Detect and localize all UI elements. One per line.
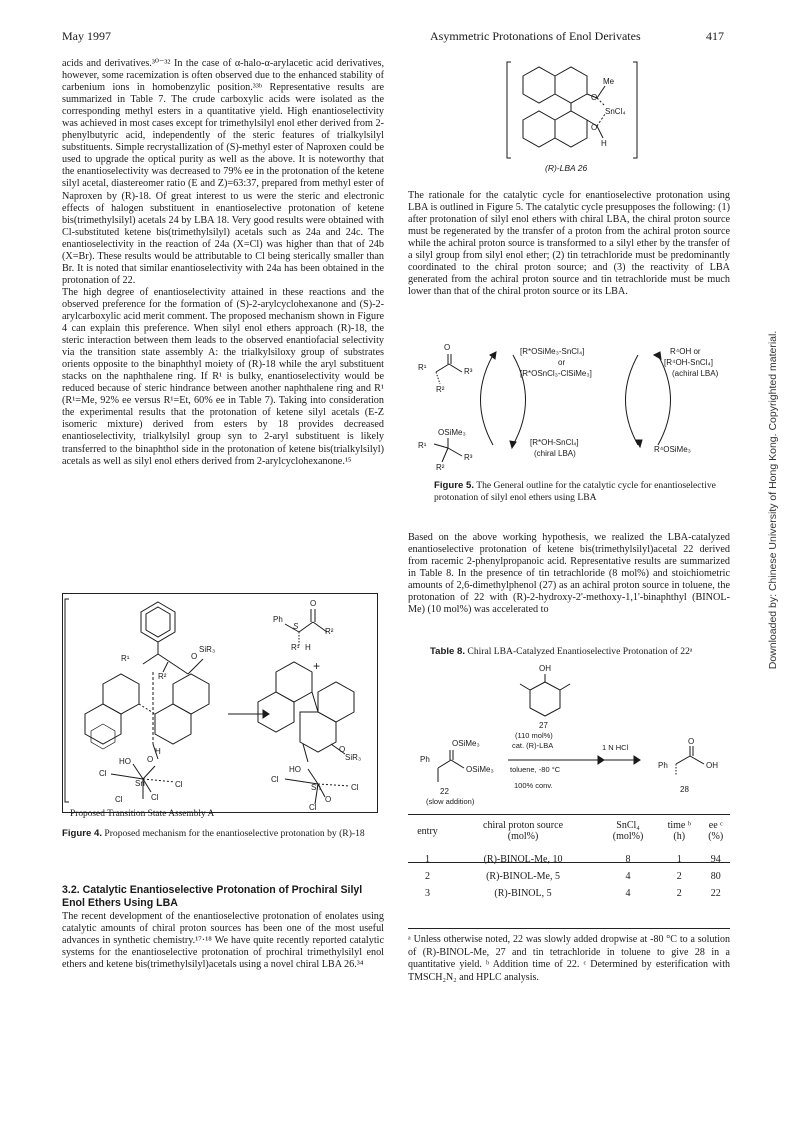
svg-text:1 N HCl: 1 N HCl: [602, 743, 629, 752]
svg-text:O: O: [444, 343, 451, 352]
svg-text:22: 22: [440, 787, 449, 796]
svg-text:R¹: R¹: [418, 363, 427, 372]
right-paragraph-1: The rationale for the catalytic cycle for enantioselective protonation using LBA is outlined in Figure 5. The catalytic cycle presupposes the following: (1) after protonation of silyl enol ethers with chiral LBA, the chiral proton source must be regenerated by the transfer of a proton from the achiral proton source while the achiral proton source is transformed to a silyl ether by the transfer of a silyl group from silyl enol ether; (2) tin tetrachloride must be predominantly coordinated to the chiral proton source; and (3) the reactivity of LBA generated from the achiral proton source and tin tetrachloride must be much lower than that of the chiral proton source or its LBA.: [408, 190, 730, 298]
svg-text:or: or: [558, 358, 566, 367]
table-header-rule: [408, 862, 730, 863]
svg-text:R²: R²: [158, 672, 167, 681]
right-paragraph-2: Based on the above working hypothesis, we realized the LBA-catalyzed enantioselective protonation of ketene bis(trimethylsilyl)acetal 22 derived from racemic 2-phenylpropanoic acid. Representative results are summarized in Table 8. In the presence of tin tetrachloride (8 mol%) and stoichiometric amounts of 2,6-dimethylphenol (27) as an achiral proton source in toluene, the protonation of 22 with (R)-2-hydroxy-2'-methoxy-1,1'-binaphthyl (BINOL-Me) (10 mol%) was accelerated to: [408, 532, 730, 616]
svg-text:[R*OSiMe₃-SnCl₄]: [R*OSiMe₃-SnCl₄]: [520, 347, 585, 356]
header-title: Asymmetric Protonations of Enol Derivates: [430, 29, 641, 43]
svg-text:28: 28: [680, 785, 689, 794]
svg-text:OSiMe₃: OSiMe₃: [452, 739, 480, 748]
table-8-footnote: ᵃ Unless otherwise noted, 22 was slowly added dropwise at -80 °C to a solution of (R)-BINOL-Me, 27 and tin tetrachloride in toluene to give 28 in a quantitative yield. ᵇ Addition time of 22. ᶜ Determined by esterification with TMSCH₂N₂ and HPLC analysis.: [408, 934, 730, 983]
svg-text:Ph: Ph: [420, 755, 430, 764]
svg-text:OH: OH: [539, 664, 551, 673]
table-bottom-rule: [408, 928, 730, 929]
svg-text:[R*OH-SnCl₄]: [R*OH-SnCl₄]: [530, 438, 579, 447]
section-text: The recent development of the enantioselective protonation of enolates using catalytic amounts of chiral proton sources has been one of the most useful advances in synthetic chemistry.¹⁷·¹⁸ We have quite recently reported catalytic systems for the enantioselective protonation of prochiral trimethylsilyl enol ethers and ketene bis(trimethylsilyl)acetals using a novel chiral LBA 26.³⁴: [62, 911, 384, 971]
svg-text:O: O: [310, 599, 317, 608]
svg-text:R⁴OSiMe₃: R⁴OSiMe₃: [654, 445, 691, 454]
left-text-block: [62, 58, 384, 468]
svg-text:R³: R³: [464, 453, 473, 462]
lba-26-structure: [505, 58, 645, 176]
svg-text:[R*OSnCl₃-ClSiMe₃]: [R*OSnCl₃-ClSiMe₃]: [520, 369, 592, 378]
svg-text:R¹: R¹: [291, 643, 300, 652]
table-8-title: Table 8. Chiral LBA-Catalyzed Enantioselective Protonation of 22ᵃ: [430, 646, 693, 657]
paragraph-2: The high degree of enantioselectivity attained in these reactions and the observed preference for the formation of (S)-2-arylcyclohexanone and (S)-2-arylcarboxylic acid merit comment. The proposed mechanism shown in Figure 4 can explain this preference. When silyl enol ethers approach (R)-18, the steric interaction between them leads to the observed enantiofacial selectivity via the transition state assembly A: the trialkylsiloxy group of substrates orients opposite to the binaphthyl moiety of (R)-18 while the aryl substituent stacks on the naphthalene ring. If R¹ is bulky, enantioselectivity would be reduced because of steric hindrance between another naphthalene ring and R¹ (R¹=Me, 92% ee versus R¹=Et, 60% ee in Table 7). Taking into consideration the experimental results that the protonation of ketene silyl acetals (E-Z isomeric mixture) derived from esters by 18 provides decreased enantioselectivity, trialkylsilyl group syn to 2-aryl substituent is likely transferred to the binaphthol side in the protonation of ketene bis(trialkylsilyl) acetals as well as silyl enol ethers derived from 2-arylcyclohexanone.¹⁵: [62, 286, 384, 467]
svg-text:R³: R³: [464, 367, 473, 376]
svg-text:O: O: [147, 755, 154, 764]
table-8-scheme: [408, 660, 730, 810]
svg-text:O: O: [591, 123, 598, 132]
col-time: time ᵇ (h): [667, 820, 691, 842]
svg-text:cat. (R)-LBA: cat. (R)-LBA: [512, 741, 554, 750]
table-8: [408, 818, 730, 902]
table-row: 2 (R)-BINOL-Me, 5 4 2 80: [425, 871, 721, 882]
page-number: 417: [706, 29, 724, 43]
svg-text:R¹: R¹: [418, 441, 427, 450]
section-heading: 3.2. Catalytic Enantioselective Protonation of Prochiral Silyl Enol Ethers Using LBA: [62, 884, 363, 909]
svg-text:Sn: Sn: [311, 783, 321, 792]
svg-text:(110 mol%): (110 mol%): [515, 731, 553, 740]
table-row: 1 (R)-BINOL-Me, 10 8 1 94: [425, 854, 721, 865]
svg-text:SnCl₄: SnCl₄: [605, 107, 626, 116]
svg-text:HO: HO: [289, 765, 301, 774]
paragraph-1: acids and derivatives.³⁰⁻³² In the case of α-halo-α-arylacetic acid derivatives, however, some racemization is often observed due to the enhanced stability of carbenium ions in homobenzylic position.³³ᵇ Representative results are summarized in Table 7. The crude carboxylic acids were isolated as the corresponding methyl esters in a quantitative yield. High enantioselectivity was achieved in most cases except for trimethylsilyl enol ether derived from 2-phenylbutyric acid, independently of the steric features of trialkylsilyl substituents. Simple recrystallization of (S)-methyl ester of Naproxen could be used to upgrade the optical purity as well as the above. It is noteworthy that the enantioselectivity was decreased to 79% ee in the protonation of the ketene silyl acetal, diastereomer ratio (E and Z)=63:37, prepared from methyl ester of Naproxen by (R)-18. Of great interest to us were the steric and electronic effects of halogen substituent in enantioselective protonation of ketene bis(trimethylsilyl) acetals 24 by LBA 18. Very good results were obtained with Cl-substituted ketene bis(trimethylsilyl) acetals such as 24a and 24c. The enantioselectivity in the reaction of 24a (X=Cl) was higher than that of 24b (X=Br). These results would be attributable to Cl being sterically smaller than Br. It is noted that similar enantioselectivity with 24a has been obtained in the protonation of 22.: [62, 58, 384, 286]
svg-text:toluene, -80 °C: toluene, -80 °C: [510, 765, 561, 774]
svg-text:100% conv.: 100% conv.: [514, 781, 553, 790]
svg-text:HO: HO: [119, 757, 131, 766]
svg-text:(achiral LBA): (achiral LBA): [672, 369, 719, 378]
figure-4-structure: [63, 594, 377, 812]
download-watermark: Downloaded by: Chinese University of Hong Kong. Copyrighted material.: [767, 330, 779, 670]
svg-text:Cl: Cl: [175, 780, 183, 789]
svg-text:O: O: [191, 652, 198, 661]
svg-text:Sn: Sn: [135, 779, 145, 788]
figure-4-frame: [62, 593, 378, 813]
svg-text:Cl: Cl: [151, 793, 159, 802]
svg-text:(R)-LBA 26: (R)-LBA 26: [545, 163, 588, 173]
svg-text:O: O: [688, 737, 695, 746]
svg-text:R²: R²: [436, 385, 445, 394]
table-header-row: [408, 818, 730, 844]
svg-text:Cl: Cl: [351, 783, 359, 792]
svg-text:Ph: Ph: [273, 615, 283, 624]
svg-text:R⁴OH or: R⁴OH or: [670, 347, 701, 356]
svg-text:R²: R²: [325, 627, 334, 636]
svg-text:O: O: [591, 93, 598, 102]
svg-text:Cl: Cl: [99, 769, 107, 778]
table-row: 3 (R)-BINOL, 5 4 2 22: [425, 888, 721, 899]
figure-5-scheme: [418, 340, 738, 470]
svg-text:O: O: [339, 745, 346, 754]
svg-text:OH: OH: [706, 761, 718, 770]
svg-text:Cl: Cl: [271, 775, 279, 784]
header-date: May 1997: [62, 29, 111, 43]
svg-text:(slow addition): (slow addition): [426, 797, 475, 806]
col-ee: ee ᶜ (%): [708, 820, 724, 842]
svg-text:+: +: [313, 659, 321, 673]
svg-text:Cl: Cl: [309, 803, 317, 812]
col-source: chiral proton source (mol%): [483, 820, 564, 842]
col-entry: entry: [417, 825, 438, 837]
svg-text:(chiral LBA): (chiral LBA): [534, 449, 576, 458]
svg-text:Cl: Cl: [115, 795, 123, 804]
svg-text:H: H: [601, 139, 607, 148]
svg-text:[R⁴OH-SnCl₄]: [R⁴OH-SnCl₄]: [664, 358, 713, 367]
svg-text:S: S: [293, 622, 299, 631]
svg-text:27: 27: [539, 721, 548, 730]
svg-text:Ph: Ph: [658, 761, 668, 770]
svg-text:SiR₃: SiR₃: [345, 753, 362, 762]
figure-4-assembly-label: Proposed Transition State Assembly A: [70, 809, 215, 819]
svg-text:OSiMe₃: OSiMe₃: [466, 765, 494, 774]
figure-5-caption: Figure 5. The General outline for the catalytic cycle for enantioselective protonation of silyl enol ethers using LBA: [434, 480, 716, 503]
svg-text:SiR₃: SiR₃: [199, 645, 216, 654]
svg-text:OSiMe₃: OSiMe₃: [438, 428, 466, 437]
svg-text:O: O: [325, 795, 332, 804]
svg-text:Me: Me: [603, 77, 615, 86]
table-top-rule: [408, 814, 730, 815]
svg-text:R²: R²: [436, 463, 445, 470]
svg-text:R¹: R¹: [121, 654, 130, 663]
svg-text:H: H: [305, 643, 311, 652]
figure-4-caption: Figure 4. Proposed mechanism for the enantioselective protonation by (R)-18: [62, 828, 365, 839]
svg-text:H: H: [155, 747, 161, 756]
col-sncl4: SnCl₄ (mol%): [612, 820, 644, 842]
